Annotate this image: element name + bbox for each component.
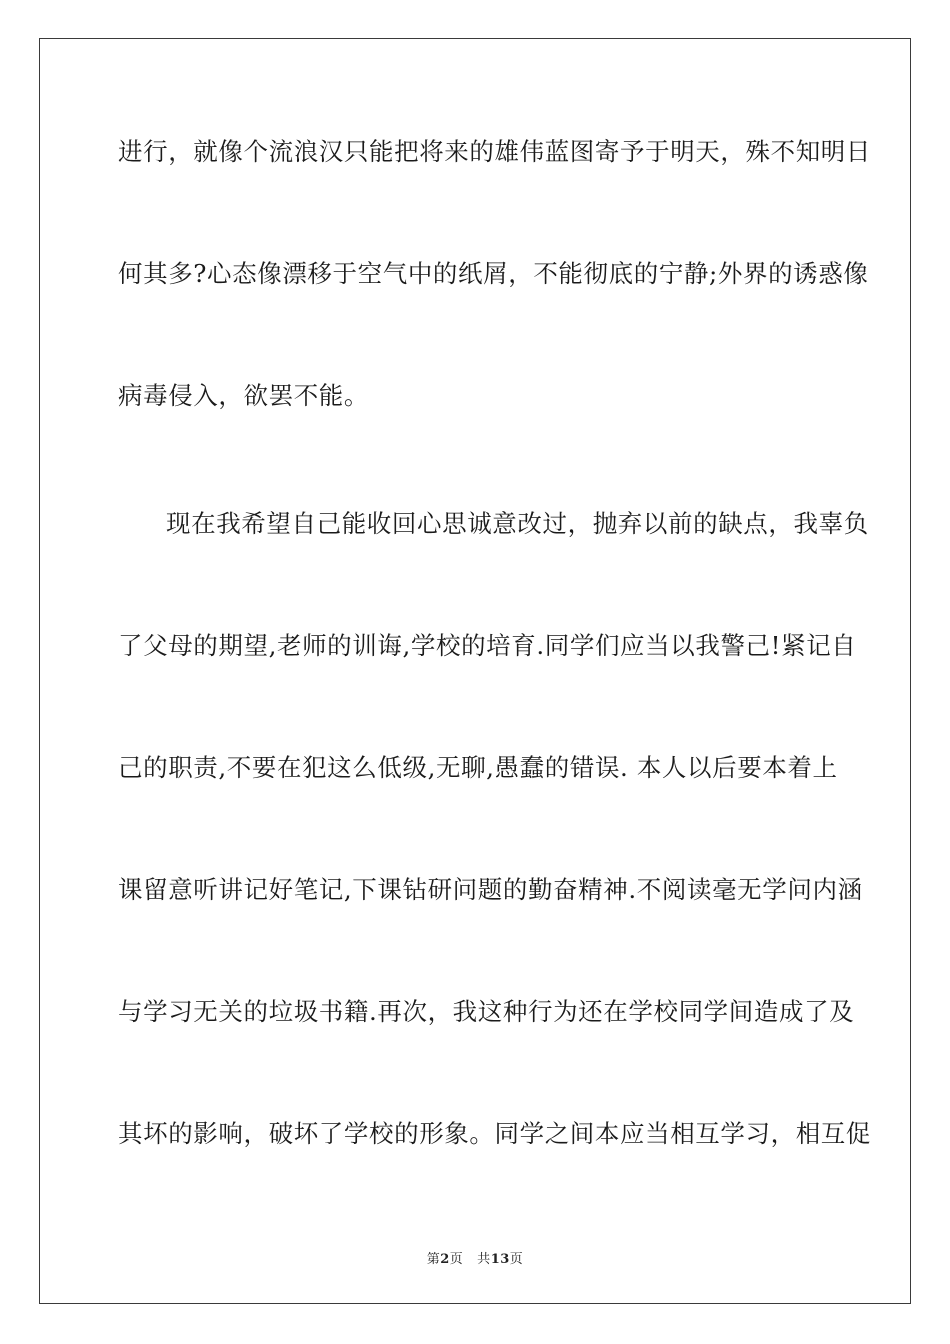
- page-prefix: 第: [426, 1252, 441, 1267]
- page-border: [39, 38, 911, 1304]
- paragraph-2-line-4: 课留意听讲记好笔记,下课钻研问题的勤奋精神.不阅读毫无学问内涵: [118, 875, 863, 904]
- page-suffix: 页: [449, 1252, 464, 1267]
- total-prefix: 共: [477, 1252, 491, 1267]
- paragraph-1-line-1: 进行，就像个流浪汉只能把将来的雄伟蓝图寄予于明天，殊不知明日: [118, 137, 871, 166]
- paragraph-2-line-5: 与学习无关的垃圾书籍.再次，我这种行为还在学校同学间造成了及: [118, 997, 855, 1026]
- page-number: 2: [440, 1252, 450, 1267]
- total-pages: 13: [490, 1252, 510, 1267]
- paragraph-2-line-2: 了父母的期望,老师的训诲,学校的培育.同学们应当以我警己!紧记自: [118, 631, 857, 660]
- page-footer: [0, 1248, 950, 1267]
- paragraph-1-line-2: 何其多?心态像漂移于空气中的纸屑，不能彻底的宁静;外界的诱惑像: [118, 259, 869, 288]
- paragraph-1-line-3: 病毒侵入，欲罢不能。: [118, 381, 369, 410]
- total-suffix: 页: [509, 1252, 524, 1267]
- paragraph-2-line-1: 现在我希望自己能收回心思诚意改过，抛弃以前的缺点，我辜负: [166, 509, 869, 538]
- paragraph-2-line-3: 己的职责,不要在犯这么低级,无聊,愚蠢的错误. 本人以后要本着上: [118, 753, 838, 782]
- paragraph-2-line-6: 其坏的影响，破坏了学校的形象。同学之间本应当相互学习，相互促: [118, 1119, 871, 1148]
